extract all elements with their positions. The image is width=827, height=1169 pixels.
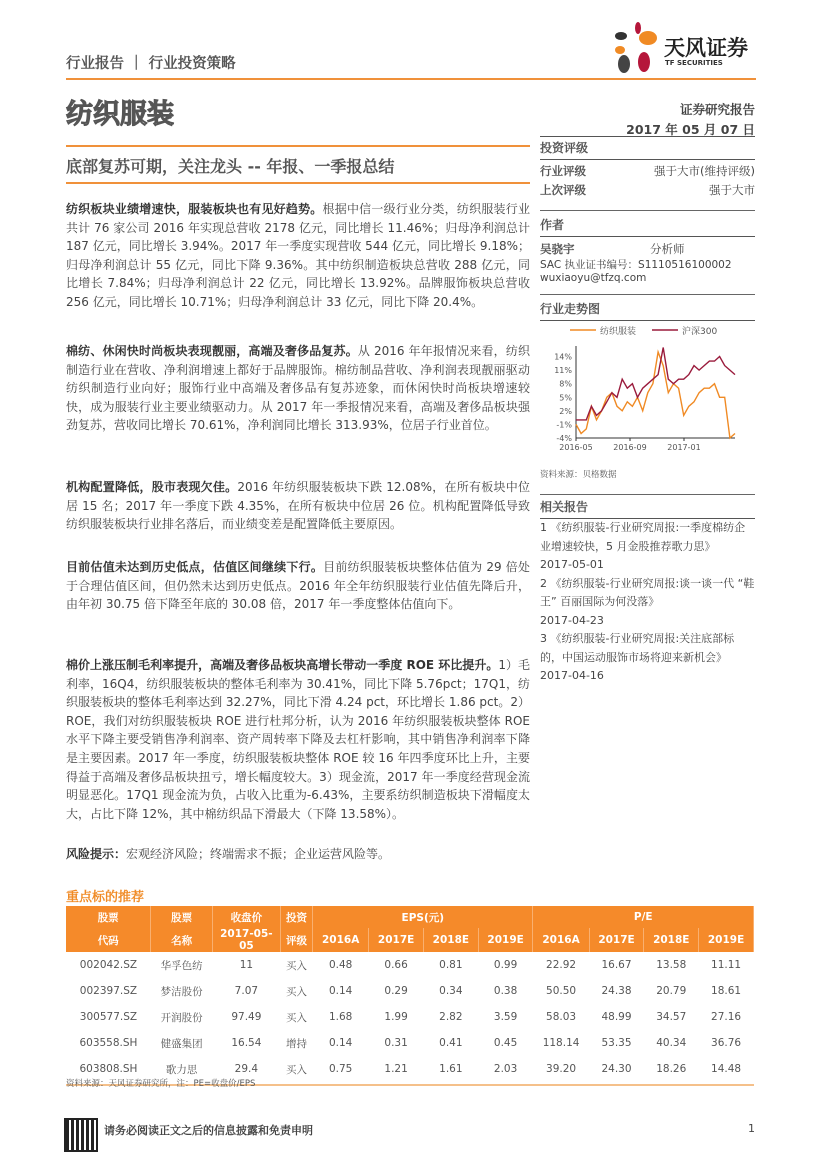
y-tick-label: 11% (554, 366, 572, 376)
title-divider-bottom (66, 182, 530, 184)
table-cell: 买入 (285, 985, 307, 998)
report-date: 2017 年 05 月 07 日 (626, 122, 755, 137)
table-subheader: 2017E (369, 928, 424, 952)
table-cell: 300577.SZ (79, 1011, 138, 1023)
table-cell: 增持 (285, 1037, 307, 1050)
table-row (66, 978, 754, 1004)
table-cell: 14.48 (711, 1063, 742, 1075)
table-cell: 11.11 (711, 959, 742, 971)
table-cell: 健盛集团 (160, 1037, 203, 1050)
body-paragraph (66, 478, 530, 534)
trend-heading: 行业走势图 (540, 298, 755, 321)
author-email[interactable]: wuxiaoyu@tfzq.com (540, 272, 647, 284)
author-role: 分析师 (650, 242, 685, 256)
y-tick-label: 2% (559, 406, 572, 416)
table-cell: 梦洁股份 (160, 985, 203, 998)
rating-value: 强于大市(维持评级) (654, 164, 755, 178)
table-cell: 7.07 (234, 985, 259, 997)
table-header: P/E (533, 906, 754, 928)
table-cell: 0.14 (328, 1037, 353, 1049)
table-cell: 买入 (285, 1011, 307, 1024)
para-text: 从 2016 年年报情况来看，纺织制造行业在营收、净利润增速上都好于品牌服饰。棉纺制品营收、净利润表现靓丽驱动纺织制造行业向好；服饰行业中高端及奢侈品有复苏迹象，而休闲快时尚板块增速较快，成为服装行业主要业绩驱动力。从 2017 年一季报情况来看，高端及奢侈品板块强劲复苏，营收同比增长 70.61%，净利润同比增长 313.93%，位居子行业首位。 (66, 344, 530, 433)
table-cell: 0.45 (493, 1037, 518, 1049)
table-cell: 18.61 (711, 985, 742, 997)
related-heading: 相关报告 (540, 498, 755, 519)
table-cell: 13.58 (656, 959, 687, 971)
series-line-1 (576, 348, 735, 420)
body-paragraph (66, 200, 530, 312)
trend-source: 资料来源：贝格数据 (540, 470, 617, 480)
report-subtitle: 底部复苏可期，关注龙头 -- 年报、一季报总结 (66, 157, 395, 176)
related-report[interactable] (540, 519, 755, 575)
para-text: 目前纺织服装板块整体估值为 29 倍处于合理估值区间，但仍然未达到历史低点。2016 年全年纺织服装行业估值先降后升，由年初 30.75 倍下降至年底的 30.08 倍，2017 年一季度整体估值向下。 (66, 560, 530, 612)
logo-subtext: TF SECURITIES (665, 59, 723, 67)
table-cell: 16.54 (231, 1037, 262, 1049)
y-tick-label: 8% (559, 379, 572, 389)
table-cell: 0.75 (328, 1063, 353, 1075)
table-cell: 3.59 (493, 1011, 518, 1023)
table-cell: 0.31 (384, 1037, 408, 1049)
table-cell: 34.57 (656, 1011, 687, 1023)
table-cell: 1.21 (384, 1063, 408, 1075)
trend-panel (540, 294, 755, 321)
table-row (66, 952, 754, 978)
table-cell: 华孚色纺 (160, 959, 203, 972)
table-cell: 1.61 (439, 1063, 463, 1075)
table-header: 投资 (280, 906, 312, 928)
table-cell: 0.34 (439, 985, 463, 997)
table-row (66, 1004, 754, 1030)
qr-code-icon (66, 1120, 96, 1150)
table-cell: 0.66 (384, 959, 408, 971)
table-cell: 002397.SZ (79, 985, 138, 997)
table-cell: 1.68 (328, 1011, 353, 1023)
rating-label: 上次评级 (540, 183, 586, 197)
table-cell: 002042.SZ (79, 959, 138, 971)
table-cell: 开润股份 (160, 1011, 203, 1024)
series-line-0 (576, 352, 735, 438)
table-cell: 48.99 (601, 1011, 632, 1023)
para-text: 1）毛利率，16Q4，纺织服装板块的整体毛利率为 30.41%，同比下降 5.76pct；17Q1，纺织服装板块的整体毛利率达到 32.27%，同比下滑 4.24 pct，环比增长 1.86 pct。2）ROE，我们对纺织服装板块 ROE 进行杜邦分析，认为 2016 年纺织服装板块整体 ROE 水平下降主要受销售净利润率、资产周转率下降及去杠杆影响，其中销售净利润率下降是主要因素。2017 年一季度，纺织服装板块整体 ROE 较 16 年四季度环比上升，主要得益于高端及奢侈品板块扭亏，增长幅度较大。3）现金流，2017 年一季度经营现金流明显恶化。17Q1 现金流为负，占收入比重为-6.43%，主要系纺织制造板块下滑幅度太大，占比下降 12%，其中棉纺织品下滑最大（下降 13.58%）。 (66, 658, 530, 821)
logo (612, 22, 762, 74)
y-tick-label: 5% (559, 393, 572, 403)
table-cell: 29.4 (234, 1063, 259, 1075)
table-row (66, 1030, 754, 1056)
related-title: 1 《纺织服装-行业研究周报:一季度棉纺企业增速较快，5 月金股推荐歌力思》 (540, 521, 746, 553)
para-heading: 棉纺、休闲快时尚板块表现靓丽，高端及奢侈品复苏。 (66, 344, 358, 358)
table-subheader: 2018E (423, 928, 478, 952)
para-text: 宏观经济风险；终端需求不振；企业运营风险等。 (126, 847, 391, 861)
risk-warning (66, 845, 530, 864)
table-cell: 53.35 (601, 1037, 632, 1049)
report-category: 行业报告 ｜ 行业投资策略 (66, 56, 236, 72)
related-date: 2017-04-23 (540, 613, 604, 627)
body-paragraph (66, 558, 530, 614)
report-type: 证券研究报告 (679, 102, 755, 117)
legend-label: 沪深300 (682, 327, 718, 337)
table-cell: 24.38 (601, 985, 632, 997)
disclaimer: 请务必阅读正文之后的信息披露和免责申明 (104, 1124, 313, 1137)
table-header: 股票 (66, 906, 151, 928)
table-subheader: 2016A (313, 928, 369, 952)
x-tick-label: 2016-09 (613, 443, 647, 452)
body-paragraph (66, 342, 530, 435)
para-heading: 机构配置降低，股市表现欠佳。 (66, 480, 238, 494)
table-cell: 20.79 (656, 985, 687, 997)
legend-label: 纺织服装 (600, 327, 637, 337)
related-title: 3 《纺织服装-行业研究周报:关注底部标的，中国运动服饰市场将迎来新机会》 (540, 632, 735, 664)
para-text: 根据中信一级行业分类，纺织服装行业共计 76 家公司 2016 年实现总营收 2178 亿元，同比增长 11.46%；归母净利润总计 187 亿元，同比增长 3.94%。2017 年一季度实现营收 544 亿元，同比增长 9.18%；归母净利润总计 55 亿元，同比下降 9.36%。其中纺织制造板块总营收 288 亿元，同比增长 7.84%；归母净利润总计 22 亿元，同比增长 13.92%。品牌服饰板块总营收 256 亿元，同比增长 10.71%；归母净利润总计 33 亿元，同比下降 20.4%。 (66, 202, 530, 309)
table-cell: 27.16 (711, 1011, 742, 1023)
para-heading: 棉价上涨压制毛利率提升，高端及奢侈品板块高增长带动一季度 ROE 环比提升。 (66, 658, 499, 672)
rating-row (540, 160, 755, 179)
stock-table (66, 906, 754, 1086)
table-subheader: 名称 (151, 928, 212, 952)
para-heading: 目前估值未达到历史低点，估值区间继续下行。 (66, 560, 324, 574)
table-subheader: 2019E (699, 928, 754, 952)
para-heading: 风险提示： (66, 847, 127, 861)
header-divider (66, 78, 756, 80)
y-tick-label: -4% (556, 434, 572, 443)
author-heading: 作者 (540, 214, 755, 237)
table-subheader: 2016A (533, 928, 589, 952)
rating-value: 强于大市 (709, 183, 755, 197)
table-cell: 0.48 (328, 959, 353, 971)
table-subheader: 2017-05-05 (212, 928, 280, 952)
x-tick-label: 2017-01 (667, 443, 701, 452)
y-tick-label: 14% (554, 352, 572, 362)
rating-label: 行业评级 (540, 164, 586, 178)
table-cell: 0.81 (439, 959, 463, 971)
table-cell: 0.41 (439, 1037, 463, 1049)
table-cell: 22.92 (546, 959, 577, 971)
para-heading: 纺织板块业绩增速快，服装板块也有见好趋势。 (66, 202, 323, 216)
logo-text: 天风证券 (664, 36, 748, 60)
table-cell: 1.99 (384, 1011, 408, 1023)
table-cell: 36.76 (711, 1037, 742, 1049)
logo-petals-icon (612, 22, 662, 74)
table-cell: 0.29 (384, 985, 408, 997)
related-report[interactable] (540, 630, 755, 686)
table-header: EPS(元) (313, 906, 533, 928)
trend-chart (540, 318, 755, 458)
table-header: 收盘价 (212, 906, 280, 928)
page-title: 纺织服装 (66, 99, 174, 130)
table-cell: 97.49 (231, 1011, 262, 1023)
table-cell: 50.50 (546, 985, 577, 997)
y-tick-label: -1% (556, 420, 572, 430)
related-panel (540, 494, 755, 686)
table-cell: 2.03 (493, 1063, 518, 1075)
related-date: 2017-04-16 (540, 669, 604, 682)
table-cell: 24.30 (601, 1063, 632, 1075)
author-sac: SAC 执业证书编号：S1110516100002 (540, 259, 732, 271)
table-cell: 2.82 (439, 1011, 463, 1023)
table-cell: 0.99 (493, 959, 518, 971)
title-divider-top (66, 145, 530, 147)
table-subheader: 2019E (478, 928, 533, 952)
table-cell: 118.14 (542, 1037, 580, 1049)
table-cell: 603558.SH (79, 1037, 138, 1049)
table-cell: 40.34 (656, 1037, 687, 1049)
page-number: 1 (748, 1122, 755, 1135)
para-text: 2016 年纺织服装板块下跌 12.08%，在所有板块中位居 15 名；2017 年一季度下跌 4.35%，在所有板块中位居 26 位。机构配置降低导致纺织服装板块行业排名落后，而业绩变差是配置降低主要原因。 (66, 480, 530, 532)
table-cell: 11 (239, 959, 254, 971)
table-source: 资料来源：天风证券研究所，注：PE=收盘价/EPS (66, 1079, 256, 1089)
table-cell: 歌力思 (165, 1063, 198, 1076)
x-tick-label: 2016-05 (559, 443, 593, 452)
table-cell: 58.03 (546, 1011, 577, 1023)
table-header: 股票 (151, 906, 212, 928)
body-paragraph (66, 656, 530, 823)
related-date: 2017-05-01 (540, 558, 604, 571)
related-title: 2 《纺织服装-行业研究周报:谈一谈一代 “鞋王” 百丽国际为何没落》 (540, 576, 755, 608)
table-subheader: 2017E (589, 928, 644, 952)
table-subheader: 2018E (644, 928, 699, 952)
table-cell: 买入 (285, 959, 307, 972)
table-cell: 16.67 (601, 959, 632, 971)
table-cell: 18.26 (656, 1063, 687, 1075)
table-subheader: 代码 (66, 928, 151, 952)
table-cell: 0.38 (493, 985, 518, 997)
table-cell: 39.20 (546, 1063, 577, 1075)
related-report[interactable] (540, 575, 755, 631)
author-row (540, 237, 755, 257)
author-name: 吴骁宇 (540, 242, 575, 256)
rating-panel (540, 136, 755, 198)
author-panel (540, 210, 755, 284)
rating-heading: 投资评级 (540, 137, 755, 160)
table-title: 重点标的推荐 (66, 890, 145, 905)
rating-row (540, 179, 755, 198)
table-cell: 603808.SH (79, 1063, 138, 1075)
table-cell: 买入 (285, 1063, 307, 1076)
table-cell: 0.14 (328, 985, 353, 997)
table-subheader: 评级 (280, 928, 312, 952)
